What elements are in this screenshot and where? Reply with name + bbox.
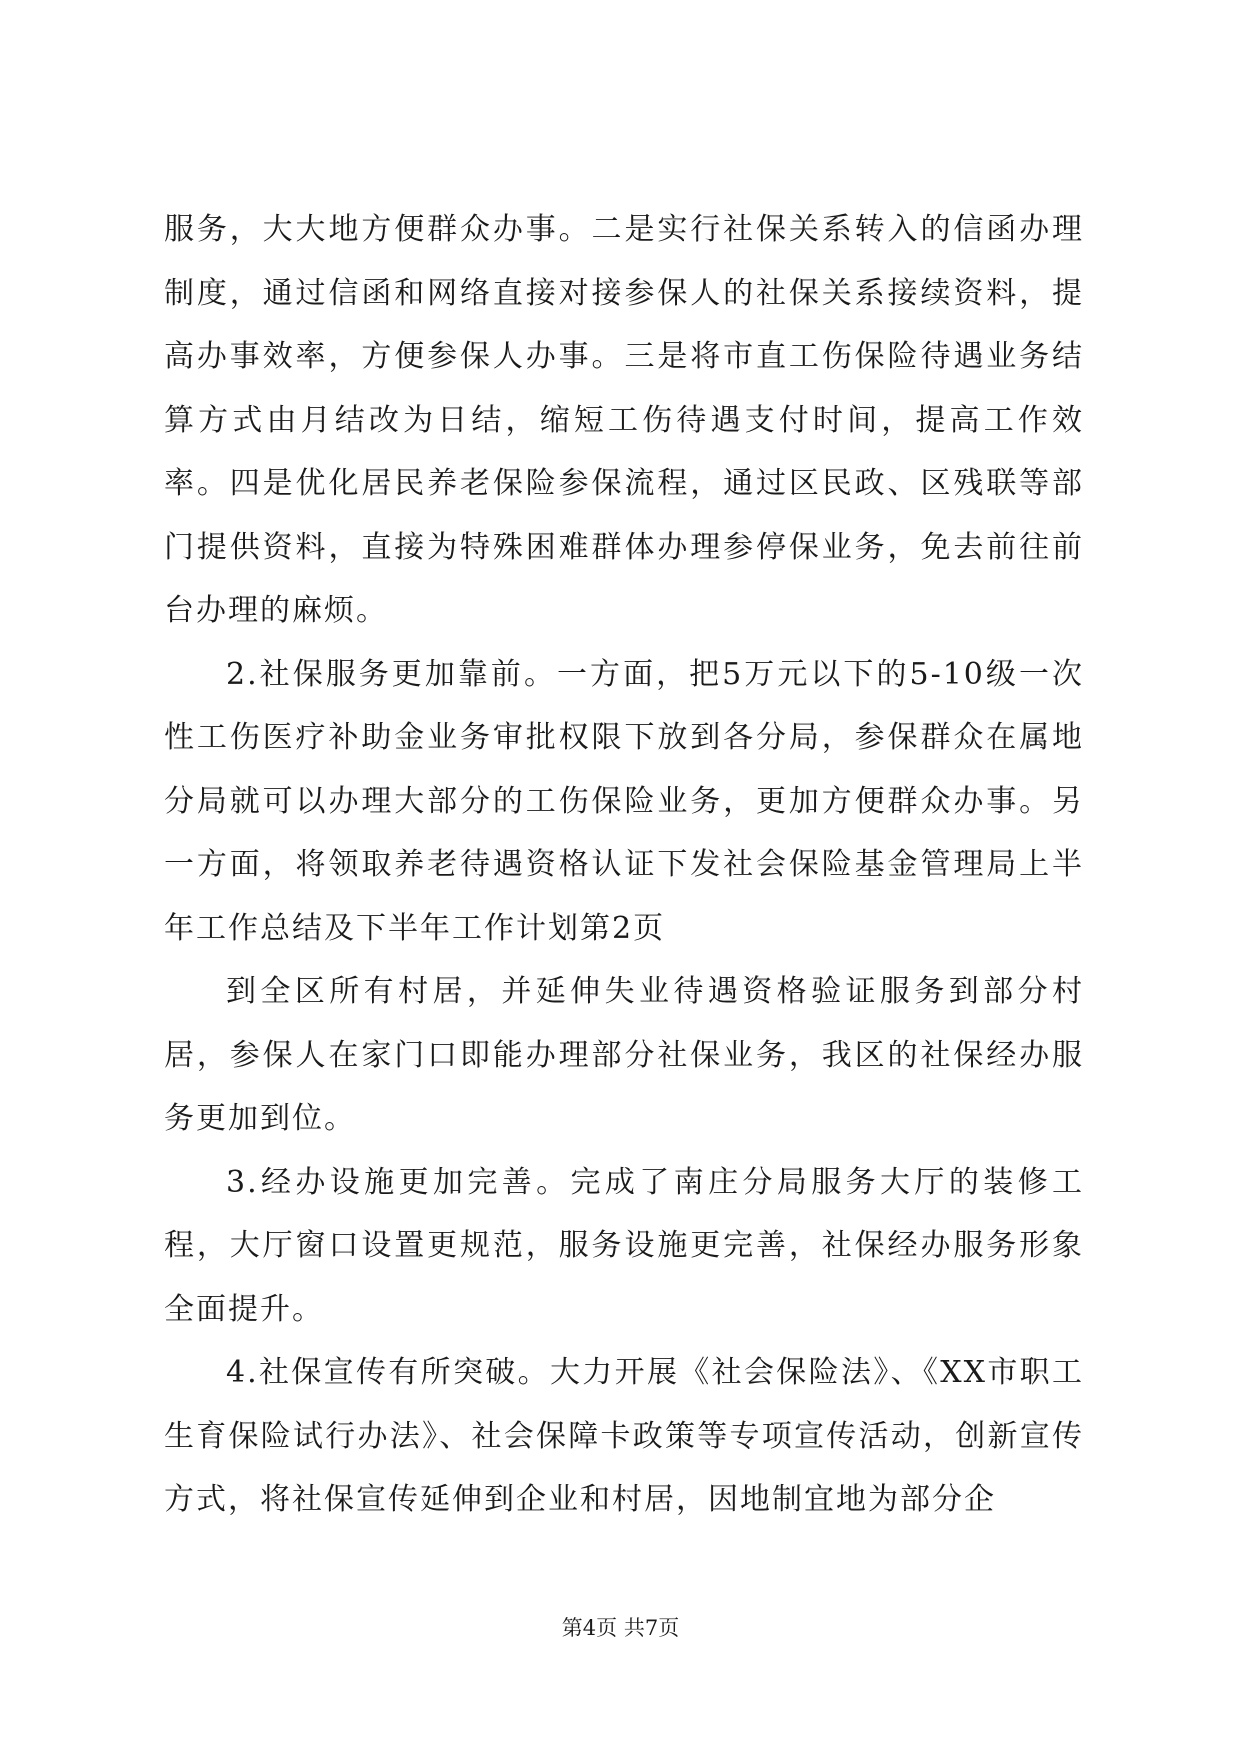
paragraph-3: 到全区所有村居，并延伸失业待遇资格验证服务到部分村居，参保人在家门口即能办理部分社保业务，我区的社保经办服务更加到位。 bbox=[164, 974, 1084, 1136]
page-number-footer: 第4页 共7页 bbox=[561, 1616, 680, 1640]
paragraph-5: 4.社保宣传有所突破。大力开展《社会保险法》、《XX市职工生育保险试行办法》、社会保障卡政策等专项宣传活动，创新宣传方式，将社保宣传延伸到企业和村居，因地制宜地为部分企 bbox=[164, 1355, 1084, 1517]
paragraph-1: 服务，大大地方便群众办事。二是实行社保关系转入的信函办理制度，通过信函和网络直接对接参保人的社保关系接续资料，提高办事效率，方便参保人办事。三是将市直工伤保险待遇业务结算方式由月结改为日结，缩短工伤待遇支付时间，提高工作效率。四是优化居民养老保险参保流程，通过区民政、区残联等部门提供资料，直接为特殊困难群体办理参停保业务，免去前往前台办理的麻烦。 bbox=[164, 212, 1084, 628]
document-body bbox=[164, 198, 1084, 1532]
paragraph-4: 3.经办设施更加完善。完成了南庄分局服务大厅的装修工程，大厅窗口设置更规范，服务设施更完善，社保经办服务形象全面提升。 bbox=[164, 1164, 1084, 1327]
paragraph-2: 2.社保服务更加靠前。一方面，把5万元以下的5-10级一次性工伤医疗补助金业务审批权限下放到各分局，参保群众在属地分局就可以办理大部分的工伤保险业务，更加方便群众办事。另一方面，将领取养老待遇资格认证下发社会保险基金管理局上半年工作总结及下半年工作计划第2页 bbox=[164, 656, 1084, 946]
